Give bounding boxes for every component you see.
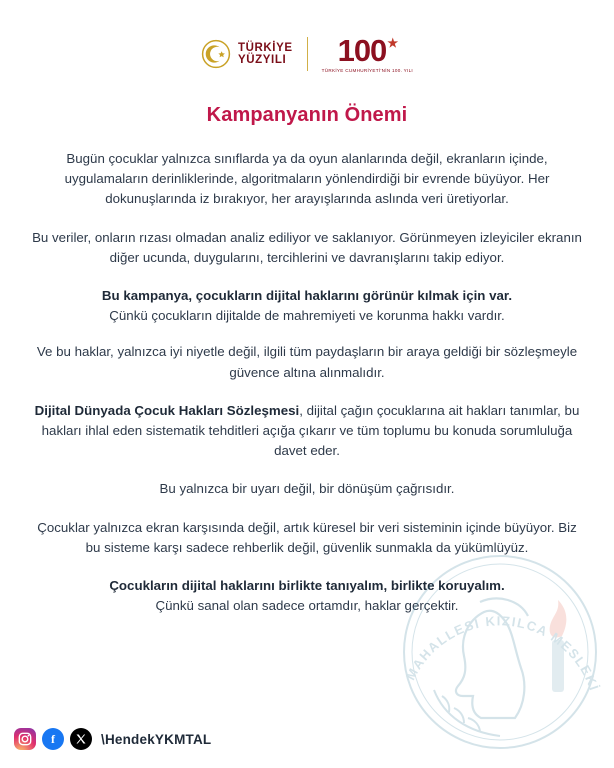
document-content xyxy=(0,104,614,634)
paragraph-8-sub: Çünkü sanal olan sadece ortamdır, haklar gerçektir. xyxy=(155,598,459,614)
x-twitter-icon[interactable] xyxy=(70,728,92,750)
paragraph-8-main: Çocukların dijital haklarını birlikte tanıyalım, birlikte koruyalım. xyxy=(109,578,505,594)
footer-social-bar xyxy=(14,728,211,750)
turkiye-yuzyili-wordmark xyxy=(238,42,293,66)
paragraph-7: Çocuklar yalnızca ekran karşısında değil, artık küresel bir veri sisteminin içinde büyüyor. Biz bu sisteme karşı sadece rehberlik değil, güvenlik sunmakla da yükümlüyüz. xyxy=(37,519,577,555)
crescent-star-icon xyxy=(201,39,231,69)
centenary-number-wrap xyxy=(338,35,398,66)
svg-text:MAHALLESİ KIZILCA MESLEKİ VE: MAHALLESİ KIZILCA MESLEKİ xyxy=(402,613,603,694)
paragraph-2: Bu veriler, onların rızası olmadan analiz ediliyor ve saklanıyor. Görünmeyen izleyiciler ekranın diğer ucunda, duygularını, tercihlerini ve davranışlarını takip ediyor. xyxy=(32,229,582,265)
centenary-number: 100 xyxy=(337,33,387,68)
facebook-icon[interactable]: f xyxy=(42,728,64,750)
page-title: Kampanyanın Önemi xyxy=(206,104,408,126)
paragraph-4: Ve bu haklar, yalnızca iyi niyetle değil, ilgili tüm paydaşların bir araya geldiği bir sözleşmeyle güvence altına alınmalıdır. xyxy=(36,344,578,380)
paragraph-3-sub: Çünkü çocukların dijitalde de mahremiyeti ve korunma hakkı vardır. xyxy=(109,308,505,324)
centenary-logo xyxy=(322,35,413,73)
paragraph-3-highlight xyxy=(22,286,592,326)
centenary-subtitle: TÜRKİYE CUMHURİYETİ'NİN 100. YILI xyxy=(321,68,414,73)
paragraph-5-lead: Dijital Dünyada Çocuk Hakları Sözleşmesi xyxy=(34,402,300,418)
paragraph-1: Bugün çocuklar yalnızca sınıflarda ya da oyun alanlarında değil, ekranların içinde, uygulamaların derinliklerinde, algoritmaların yönlendirdiği bir evrende büyüyor. Her dokunuşlarında iz bırakıyor, her arayışlarında aslında veri üretiyorlar. xyxy=(64,151,550,207)
paragraph-8-highlight xyxy=(22,576,592,616)
brand-line-2: YÜZYILI xyxy=(237,54,287,66)
paragraph-6: Bu yalnızca bir uyarı değil, bir dönüşüm çağrısıdır. xyxy=(159,481,455,497)
paragraph-5 xyxy=(22,401,592,462)
paragraph-5-rest: , dijital çağın çocuklarına ait hakları tanımlar, bu hakları ihlal eden sistematik tehditleri açığa çıkarır ve tüm toplumu bu konuda sorumluluğa davet eder. xyxy=(41,402,580,459)
turkiye-yuzyili-logo xyxy=(201,39,293,69)
brand-line-1: TÜRKİYE xyxy=(237,41,293,54)
header-logo-band xyxy=(0,28,614,80)
instagram-icon[interactable] xyxy=(14,728,36,750)
paragraph-3-main: Bu kampanya, çocukların dijital haklarını görünür kılmak için var. xyxy=(101,288,513,304)
social-handle: \HendekYKMTAL xyxy=(101,731,212,747)
centenary-star-icon: ★ xyxy=(387,36,398,50)
logo-divider xyxy=(307,37,308,71)
